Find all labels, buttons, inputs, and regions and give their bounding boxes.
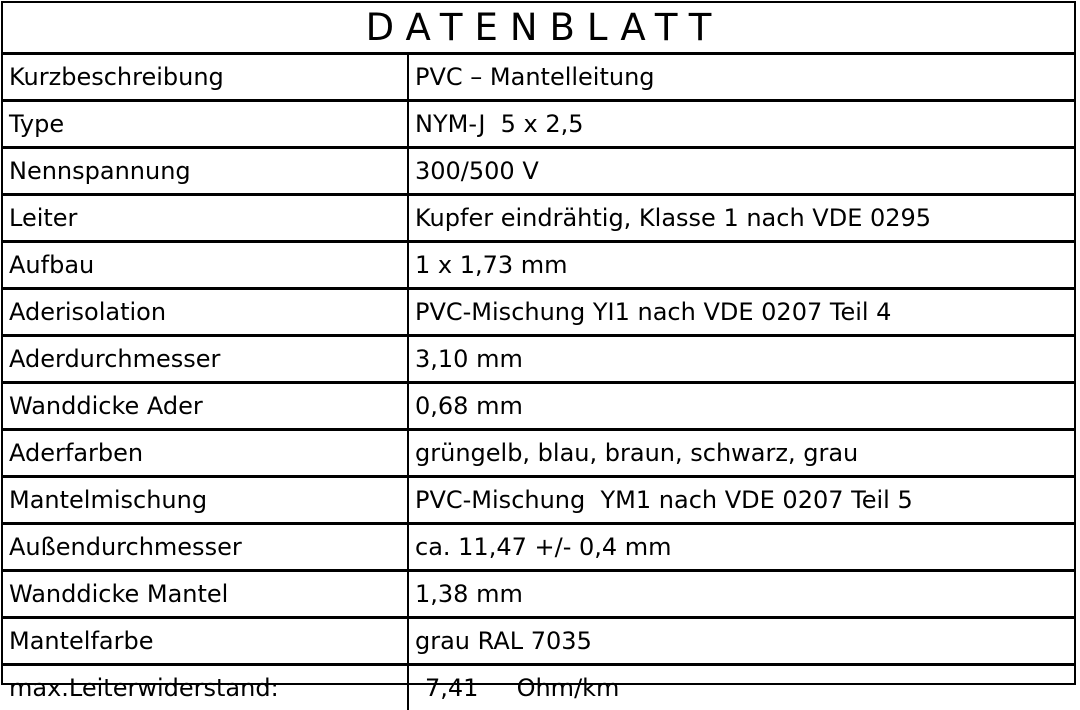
row-label: Wanddicke Mantel: [3, 571, 408, 618]
row-value: 1 x 1,73 mm: [408, 242, 1074, 289]
row-value: 7,41 Ohm/km: [408, 665, 1074, 710]
row-value: NYM-J 5 x 2,5: [408, 101, 1074, 148]
table-row: [3, 383, 1074, 430]
row-label: Aderdurchmesser: [3, 336, 408, 383]
row-value: PVC-Mischung YI1 nach VDE 0207 Teil 4: [408, 289, 1074, 336]
row-value: 1,38 mm: [408, 571, 1074, 618]
table-row: [3, 195, 1074, 242]
table-row: [3, 665, 1074, 710]
row-label: Leiter: [3, 195, 408, 242]
title-row: [3, 3, 1074, 55]
row-label: Aderfarben: [3, 430, 408, 477]
page-title: DATENBLATT: [354, 3, 724, 53]
row-label: Aderisolation: [3, 289, 408, 336]
row-label: Mantelmischung: [3, 477, 408, 524]
row-label: Aufbau: [3, 242, 408, 289]
table-row: [3, 336, 1074, 383]
row-label: Nennspannung: [3, 148, 408, 195]
table-row: [3, 101, 1074, 148]
row-label: Wanddicke Ader: [3, 383, 408, 430]
table-row: [3, 477, 1074, 524]
row-value: PVC-Mischung YM1 nach VDE 0207 Teil 5: [408, 477, 1074, 524]
table-row: [3, 618, 1074, 665]
datasheet: [1, 1, 1076, 685]
table-row: [3, 55, 1074, 101]
row-label: Außendurchmesser: [3, 524, 408, 571]
row-value: grau RAL 7035: [408, 618, 1074, 665]
row-label: Kurzbeschreibung: [3, 55, 408, 101]
table-row: [3, 571, 1074, 618]
row-label: Mantelfarbe: [3, 618, 408, 665]
table-row: [3, 524, 1074, 571]
row-value: 300/500 V: [408, 148, 1074, 195]
table-row: [3, 242, 1074, 289]
table-row: [3, 148, 1074, 195]
row-value: ca. 11,47 +/- 0,4 mm: [408, 524, 1074, 571]
row-value: grüngelb, blau, braun, schwarz, grau: [408, 430, 1074, 477]
row-label: max.Leiterwiderstand:: [3, 665, 408, 710]
row-value: 3,10 mm: [408, 336, 1074, 383]
row-label: Type: [3, 101, 408, 148]
spec-table: [3, 55, 1074, 710]
row-value: PVC – Mantelleitung: [408, 55, 1074, 101]
table-row: [3, 289, 1074, 336]
row-value: 0,68 mm: [408, 383, 1074, 430]
row-value: Kupfer eindrähtig, Klasse 1 nach VDE 0295: [408, 195, 1074, 242]
table-row: [3, 430, 1074, 477]
